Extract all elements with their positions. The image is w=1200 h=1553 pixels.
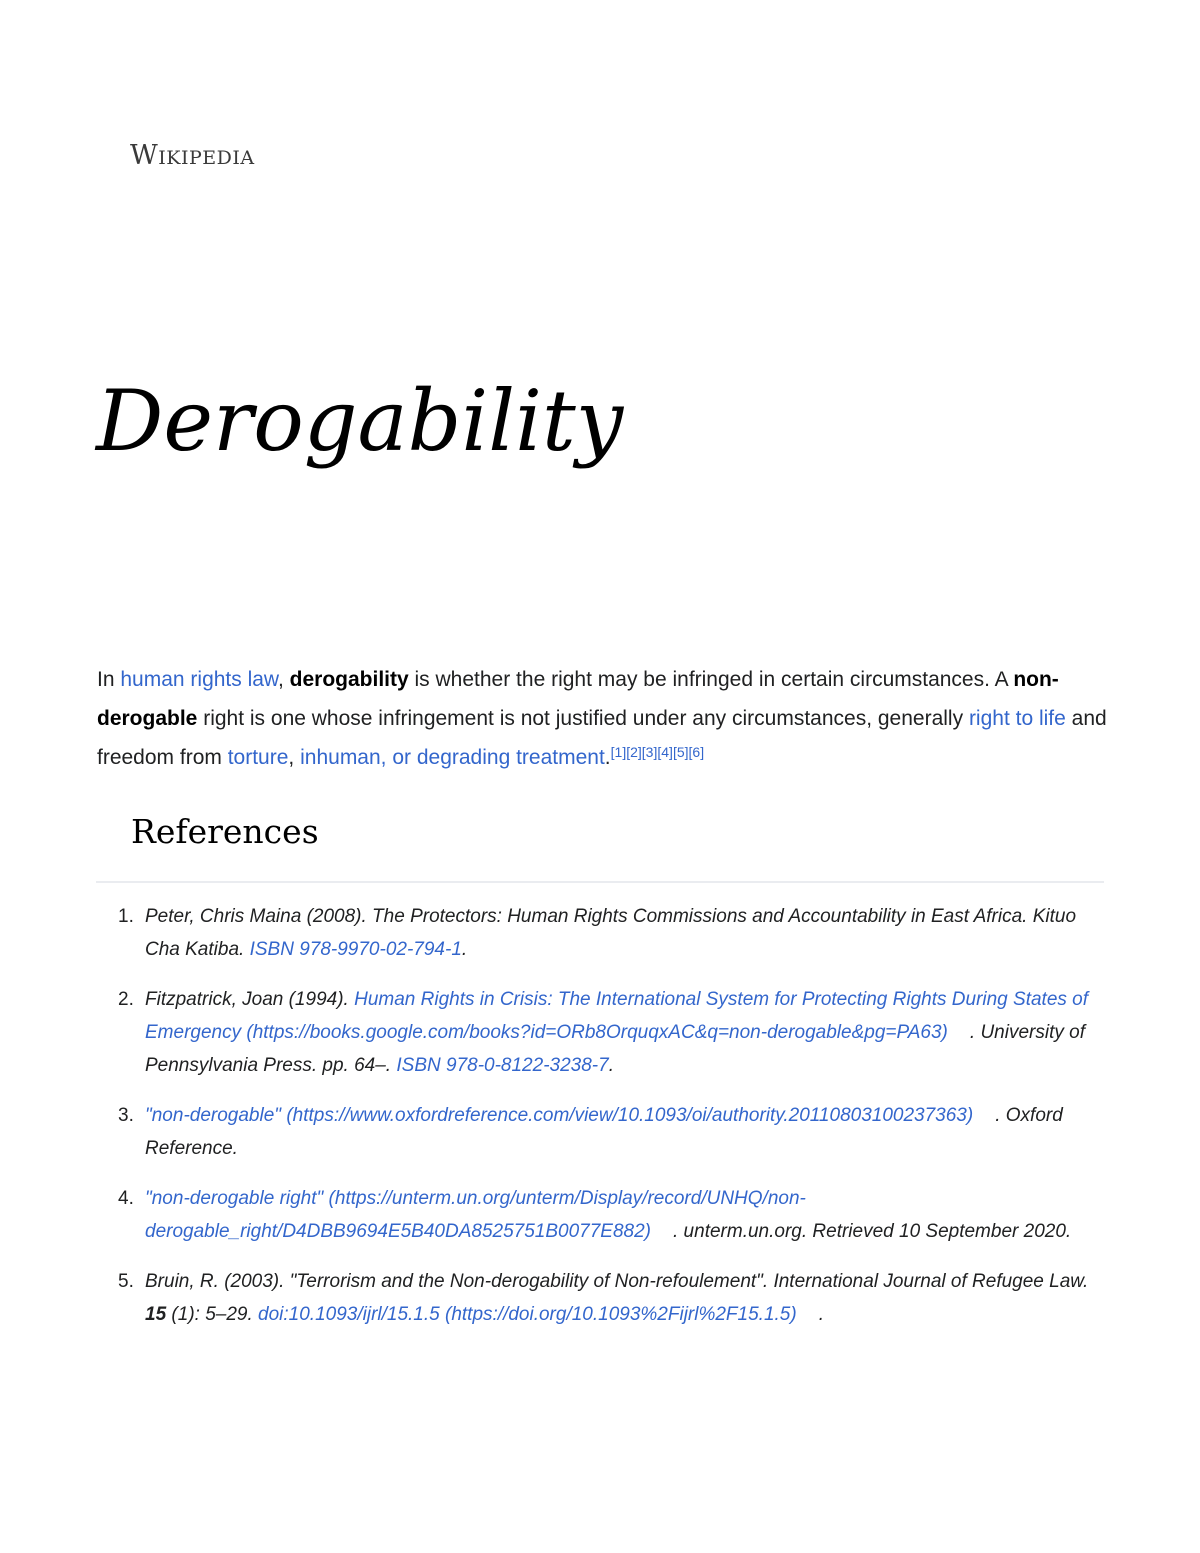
wikipedia-logo[interactable]: Wikipedia [130, 140, 255, 171]
reference-number: 4. [118, 1188, 134, 1209]
isbn-link[interactable]: ISBN 978-9970-02-794-1 [249, 939, 462, 960]
external-link[interactable]: "non-derogable" (https://www.oxfordreference.com/view/10.1093/oi/authority.20110803100237363) [145, 1105, 974, 1126]
bold-term-non-derogable: non-derogable [97, 668, 1059, 730]
reference-text: . Oxford Reference. [145, 1105, 1063, 1159]
lead-text: In [97, 668, 115, 691]
reference-item [118, 983, 1105, 1082]
doi-link[interactable]: doi:10.1093/ijrl/15.1.5 (https://doi.org/10.1093%2Fijrl%2F15.1.5) [258, 1304, 797, 1325]
reference-text: . [818, 1304, 824, 1325]
lead-text: and freedom from [97, 707, 1107, 769]
reference-item [118, 1099, 1105, 1165]
link-inhuman-degrading-treatment[interactable]: inhuman, or degrading treatment [300, 746, 605, 769]
references-list [118, 900, 1105, 1348]
reference-number: 1. [118, 906, 134, 927]
lead-text: . [604, 746, 611, 769]
citation-link[interactable]: [3] [641, 744, 658, 760]
reference-number: 5. [118, 1271, 134, 1292]
section-divider [96, 881, 1104, 883]
citation-link[interactable]: [2] [626, 744, 642, 760]
reference-number: 3. [118, 1105, 134, 1126]
external-link[interactable]: Human Rights in Crisis: The International System for Protecting Rights During States of Emergency (https://books.google.com/books?id=ORb8OrquqxAC&q=non-derogable&pg=PA63) [145, 989, 1089, 1043]
reference-item [118, 900, 1105, 966]
link-torture[interactable]: torture [227, 746, 289, 769]
lead-text: right is one whose infringement is not justified under any circumstances, generally [203, 707, 964, 730]
reference-text: . unterm.un.org. Retrieved 10 September 2020. [673, 1221, 1072, 1242]
references-heading: References [131, 812, 319, 851]
bold-term-derogability: derogability [289, 668, 409, 691]
page-title: Derogability [96, 372, 624, 470]
reference-text: Fitzpatrick, Joan (1994). [145, 989, 349, 1010]
reference-text: Peter, Chris Maina (2008). The Protectors: Human Rights Commissions and Accountability in East Africa. Kituo Cha Katiba. [145, 906, 1077, 960]
reference-text: . [608, 1055, 614, 1076]
citation-link[interactable]: [6] [688, 744, 705, 760]
lead-text: , [288, 746, 295, 769]
citation-link[interactable]: [1] [610, 744, 627, 760]
reference-text: . [461, 939, 468, 960]
link-human-rights-law[interactable]: human rights law [120, 668, 278, 691]
reference-number: 2. [118, 989, 134, 1010]
lead-paragraph [97, 660, 1107, 777]
lead-text: , [277, 668, 284, 691]
reference-item [118, 1265, 1105, 1331]
reference-text: (1): 5–29. [171, 1304, 253, 1325]
citation-link[interactable]: [4] [657, 744, 673, 760]
external-link[interactable]: "non-derogable right" (https://unterm.un.org/unterm/Display/record/UNHQ/non-derogable_right/D4DBB9694E5B40DA8525751B0077E882) [145, 1188, 806, 1242]
reference-text: Bruin, R. (2003). "Terrorism and the Non-derogability of Non-refoulement". International Journal of Refugee Law. [145, 1271, 1089, 1292]
lead-text: is whether the right may be infringed in certain circumstances. A [414, 668, 1008, 691]
isbn-link[interactable]: ISBN 978-0-8122-3238-7 [396, 1055, 609, 1076]
volume-number: 15 [145, 1304, 167, 1325]
link-right-to-life[interactable]: right to life [968, 707, 1066, 730]
reference-text: . University of Pennsylvania Press. pp. 64–. [145, 1022, 1085, 1076]
citation-group [611, 744, 704, 760]
reference-item [118, 1182, 1105, 1248]
citation-link[interactable]: [5] [672, 744, 689, 760]
